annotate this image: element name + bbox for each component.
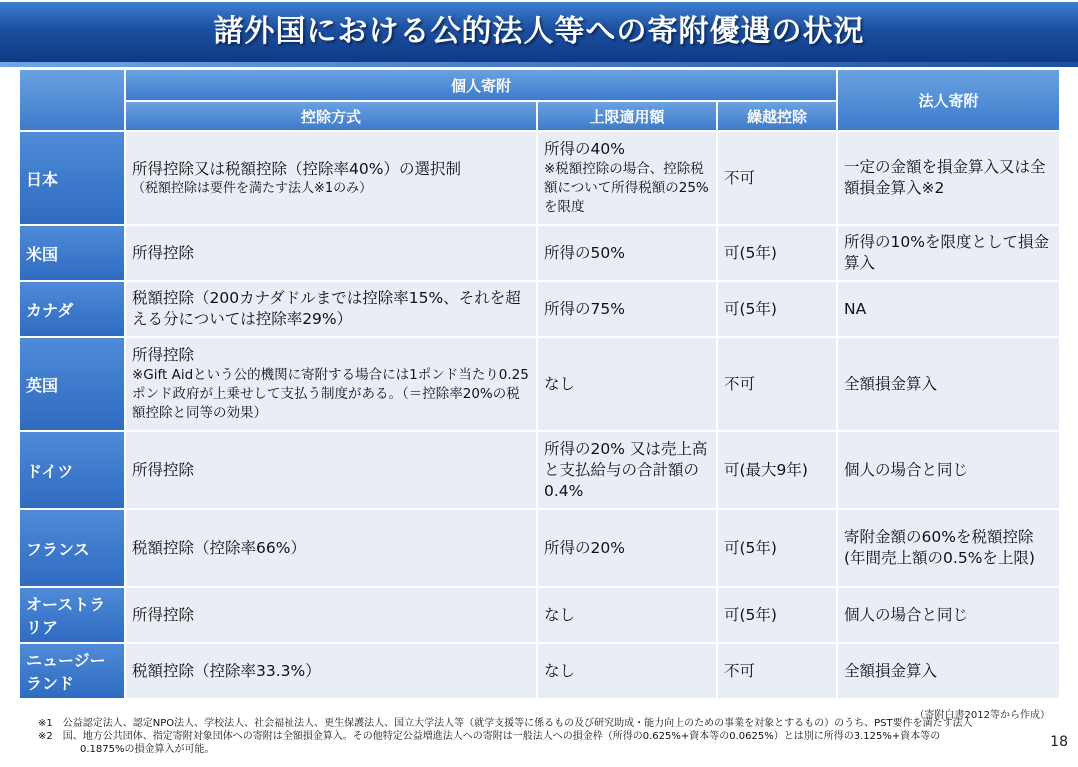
donation-table xyxy=(18,68,1061,700)
limit-cell: なし xyxy=(538,588,716,642)
header-upper-limit: 上限適用額 xyxy=(538,102,716,130)
method-cell xyxy=(126,132,536,224)
header-deduction-method: 控除方式 xyxy=(126,102,536,130)
limit-cell: 所得の20% xyxy=(538,510,716,586)
country-cell: 英国 xyxy=(20,338,124,430)
carryover-cell: 不可 xyxy=(718,338,836,430)
table-row xyxy=(20,132,1059,224)
country-cell: オーストラリア xyxy=(20,588,124,642)
limit-cell: なし xyxy=(538,338,716,430)
table-row xyxy=(20,510,1059,586)
carryover-cell: 可(5年) xyxy=(718,226,836,280)
method-cell: 税額控除（控除率66%） xyxy=(126,510,536,586)
carryover-cell: 可(5年) xyxy=(718,282,836,336)
table-row xyxy=(20,644,1059,698)
corporate-cell: 個人の場合と同じ xyxy=(838,588,1059,642)
table-row xyxy=(20,338,1059,430)
footnote-1: ※1 公益認定法人、認定NPO法人、学校法人、社会福祉法人、更生保護法人、国立大学法人等（就学支援等に係るもの及び研究助成・能力向上のための事業を対象とするもの）のうち、PST要件を満たす法人 xyxy=(38,718,973,729)
method-text: 所得控除 xyxy=(132,346,195,364)
carryover-cell: 可(最大9年) xyxy=(718,432,836,508)
footnote-2-continued: 0.1875%の損金算入が可能。 xyxy=(80,744,215,755)
table-row xyxy=(20,226,1059,280)
method-cell: 所得控除 xyxy=(126,432,536,508)
page-title: 諸外国における公的法人等への寄附優遇の状況 xyxy=(213,14,865,49)
country-cell: フランス xyxy=(20,510,124,586)
method-cell: 税額控除（200カナダドルまでは控除率15%、それを超える分については控除率29%） xyxy=(126,282,536,336)
corporate-cell: NA xyxy=(838,282,1059,336)
limit-cell xyxy=(538,132,716,224)
header-corporate: 法人寄附 xyxy=(838,70,1059,130)
method-cell: 税額控除（控除率33.3%） xyxy=(126,644,536,698)
carryover-cell: 不可 xyxy=(718,644,836,698)
method-note: （税額控除は要件を満たす法人※1のみ） xyxy=(132,180,373,196)
country-cell: 米国 xyxy=(20,226,124,280)
corner-header xyxy=(20,70,124,130)
limit-text: 所得の40% xyxy=(544,140,625,158)
limit-cell: なし xyxy=(538,644,716,698)
page-number: 18 xyxy=(1050,734,1068,750)
corporate-cell: 寄附金額の60%を税額控除(年間売上額の0.5%を上限) xyxy=(838,510,1059,586)
limit-cell: 所得の75% xyxy=(538,282,716,336)
table-row xyxy=(20,432,1059,508)
method-note: ※Gift Aidという公的機関に寄附する場合には1ポンド当たり0.25ポンド政府が上乗せして支払う制度がある。（＝控除率20%の税額控除と同等の効果） xyxy=(132,367,529,421)
limit-cell: 所得の50% xyxy=(538,226,716,280)
corporate-cell: 全額損金算入 xyxy=(838,644,1059,698)
corporate-cell: 個人の場合と同じ xyxy=(838,432,1059,508)
country-cell: ドイツ xyxy=(20,432,124,508)
country-cell: ニュージーランド xyxy=(20,644,124,698)
limit-note: ※税額控除の場合、控除税額について所得税額の25%を限度 xyxy=(544,161,709,215)
method-cell: 所得控除 xyxy=(126,588,536,642)
country-cell: 日本 xyxy=(20,132,124,224)
table-row xyxy=(20,282,1059,336)
method-text: 所得控除又は税額控除（控除率40%）の選択制 xyxy=(132,159,461,178)
corporate-cell: 全額損金算入 xyxy=(838,338,1059,430)
header-carryover: 繰越控除 xyxy=(718,102,836,130)
source-note: （寄附白書2012等から作成） xyxy=(914,710,1050,721)
table-row xyxy=(20,588,1059,642)
country-cell: カナダ xyxy=(20,282,124,336)
carryover-cell: 可(5年) xyxy=(718,588,836,642)
header-individual: 個人寄附 xyxy=(126,70,836,100)
carryover-cell: 可(5年) xyxy=(718,510,836,586)
footnote-2: ※2 国、地方公共団体、指定寄附対象団体への寄附は全額損金算入。その他特定公益増進法人への寄附は一般法人への損金枠（所得の0.625%+資本等の0.0625%）とは別に所得の3.125%+資本等の xyxy=(38,731,941,742)
method-cell xyxy=(126,338,536,430)
method-cell: 所得控除 xyxy=(126,226,536,280)
carryover-cell: 不可 xyxy=(718,132,836,224)
corporate-cell: 所得の10%を限度として損金算入 xyxy=(838,226,1059,280)
corporate-cell: 一定の金額を損金算入又は全額損金算入※2 xyxy=(838,132,1059,224)
title-underline xyxy=(0,62,1078,67)
limit-cell: 所得の20% 又は売上高と支払給与の合計額の0.4% xyxy=(538,432,716,508)
